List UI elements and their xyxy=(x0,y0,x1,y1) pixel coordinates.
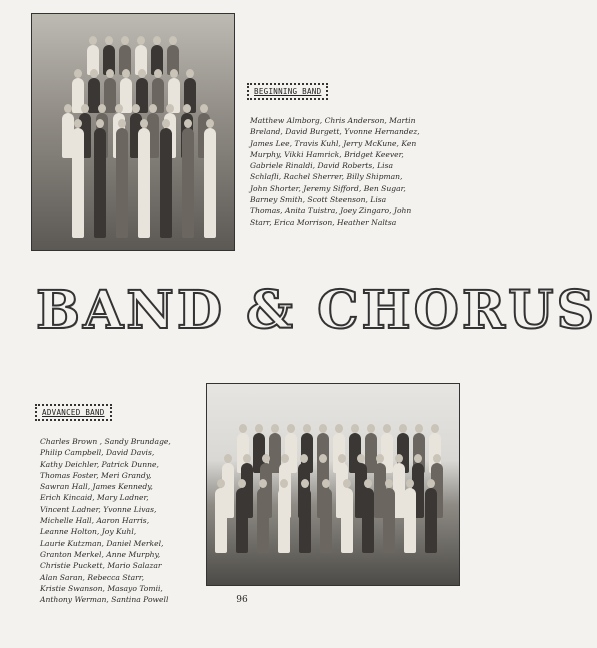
person-head xyxy=(415,424,423,433)
person-head xyxy=(319,424,327,433)
advanced-band-name-line: Alan Saran, Rebecca Starr, xyxy=(40,572,144,582)
advanced-band-name-line: Vincent Ladner, Yvonne Livas, xyxy=(40,504,157,514)
advanced-band-name-line: Thomas Foster, Meri Grandy, xyxy=(40,470,152,480)
person-head xyxy=(431,424,439,433)
beginning-band-photo xyxy=(31,13,235,251)
person-head xyxy=(239,424,247,433)
person-head xyxy=(287,424,295,433)
person-figure xyxy=(404,488,416,553)
advanced-band-name-line: Christie Puckett, Mario Salazar xyxy=(40,561,162,571)
person-figure xyxy=(278,488,290,553)
person-figure xyxy=(257,488,269,553)
person-figure xyxy=(204,128,216,238)
person-head xyxy=(262,454,270,463)
advanced-band-name-line: Charles Brown , Sandy Brundage, xyxy=(40,437,171,446)
person-head xyxy=(255,424,263,433)
person-figure xyxy=(236,488,248,553)
person-head xyxy=(64,104,72,113)
advanced-band-name-line: Anthony Werman, Santina Powell xyxy=(40,595,169,605)
person-head xyxy=(186,69,194,78)
person-head xyxy=(335,424,343,433)
advanced-band-name-line: Michelle Hall, Aaron Harris, xyxy=(40,516,150,526)
beginning-band-label: BEGINNING BAND xyxy=(247,83,328,100)
person-head xyxy=(224,454,232,463)
person-head xyxy=(96,119,104,128)
beginning-band-names xyxy=(250,115,462,228)
advanced-band-name-line: Leanne Holton, Joy Kuhl, xyxy=(40,527,137,537)
person-head xyxy=(433,454,441,463)
person-head xyxy=(200,104,208,113)
person-head xyxy=(90,69,98,78)
person-head xyxy=(154,69,162,78)
person-figure xyxy=(160,128,172,238)
person-figure xyxy=(299,488,311,553)
person-head xyxy=(343,479,351,488)
advanced-band-name-line: Sawran Hall, James Kennedy, xyxy=(40,482,153,492)
person-head xyxy=(132,104,140,113)
advanced-band-label: ADVANCED BAND xyxy=(35,404,112,421)
person-head xyxy=(383,424,391,433)
person-head xyxy=(399,424,407,433)
person-head xyxy=(74,119,82,128)
person-head xyxy=(338,454,346,463)
person-head xyxy=(149,104,157,113)
beginning-band-name-line: Murphy, Vikki Hamrick, Bridget Keever, xyxy=(250,149,404,159)
page-title: BAND & CHORUS xyxy=(36,280,597,341)
person-figure xyxy=(138,128,150,238)
person-head xyxy=(243,454,251,463)
person-head xyxy=(385,479,393,488)
beginning-band-name-line: Starr, Erica Morrison, Heather Naltsa xyxy=(250,217,397,227)
person-head xyxy=(118,119,126,128)
person-head xyxy=(81,104,89,113)
person-head xyxy=(98,104,106,113)
person-figure xyxy=(362,488,374,553)
beginning-band-name-line: James Lee, Travis Kuhl, Jerry McKune, Ken xyxy=(250,138,417,148)
advanced-band-name-line: Granton Merkel, Anne Murphy, xyxy=(40,549,161,559)
person-head xyxy=(170,69,178,78)
person-figure xyxy=(341,488,353,553)
person-head xyxy=(271,424,279,433)
advanced-band-name-line: Kristie Swanson, Masayo Tomii, xyxy=(40,583,163,593)
beginning-band-name-line: Gabriele Rinaldi, David Roberts, Lisa xyxy=(250,161,394,171)
advanced-band-name-line: Kathy Deichler, Patrick Dunne, xyxy=(40,459,159,469)
beginning-band-name-line: Barney Smith, Scott Steenson, Lisa xyxy=(250,195,387,205)
person-figure xyxy=(72,128,84,238)
advanced-band-photo xyxy=(206,383,460,586)
person-head xyxy=(364,479,372,488)
beginning-band-name-line: Matthew Almborg, Chris Anderson, Martin xyxy=(250,116,416,125)
person-head xyxy=(319,454,327,463)
person-head xyxy=(138,69,146,78)
person-head xyxy=(238,479,246,488)
person-head xyxy=(322,479,330,488)
person-head xyxy=(376,454,384,463)
person-head xyxy=(280,479,288,488)
person-head xyxy=(121,36,129,45)
advanced-band-name-line: Erich Kincaid, Mary Ladner, xyxy=(40,493,149,503)
person-head xyxy=(406,479,414,488)
person-head xyxy=(153,36,161,45)
beginning-band-name-line: Breland, David Burgett, Yvonne Hernandez, xyxy=(250,127,420,137)
beginning-band-name-line: Thomas, Anita Tuistra, Joey Zingaro, John xyxy=(250,206,412,216)
person-head xyxy=(115,104,123,113)
person-head xyxy=(89,36,97,45)
person-figure xyxy=(182,128,194,238)
person-figure xyxy=(94,128,106,238)
person-head xyxy=(206,119,214,128)
person-head xyxy=(137,36,145,45)
person-head xyxy=(106,69,114,78)
person-head xyxy=(281,454,289,463)
person-head xyxy=(259,479,267,488)
person-figure xyxy=(320,488,332,553)
person-head xyxy=(140,119,148,128)
person-figure xyxy=(383,488,395,553)
beginning-band-name-line: John Shorter, Jeremy Sifford, Ben Sugar, xyxy=(250,183,406,193)
person-head xyxy=(300,454,308,463)
person-head xyxy=(301,479,309,488)
person-head xyxy=(169,36,177,45)
page-number: 96 xyxy=(236,595,248,605)
advanced-band-name-line: Laurie Kutzman, Daniel Merkel, xyxy=(40,538,164,548)
person-head xyxy=(414,454,422,463)
person-head xyxy=(122,69,130,78)
person-head xyxy=(184,119,192,128)
person-head xyxy=(217,479,225,488)
person-head xyxy=(105,36,113,45)
beginning-band-name-line: Schlafli, Rachel Sherrer, Billy Shipman, xyxy=(250,172,403,182)
person-head xyxy=(427,479,435,488)
person-figure xyxy=(116,128,128,238)
person-head xyxy=(183,104,191,113)
person-head xyxy=(357,454,365,463)
person-figure xyxy=(215,488,227,553)
person-head xyxy=(162,119,170,128)
person-head xyxy=(166,104,174,113)
advanced-band-name-line: Philip Campbell, David Davis, xyxy=(40,448,155,458)
person-head xyxy=(303,424,311,433)
person-figure xyxy=(425,488,437,553)
person-head xyxy=(74,69,82,78)
person-head xyxy=(367,424,375,433)
person-head xyxy=(395,454,403,463)
advanced-band-names xyxy=(40,436,200,605)
person-head xyxy=(351,424,359,433)
